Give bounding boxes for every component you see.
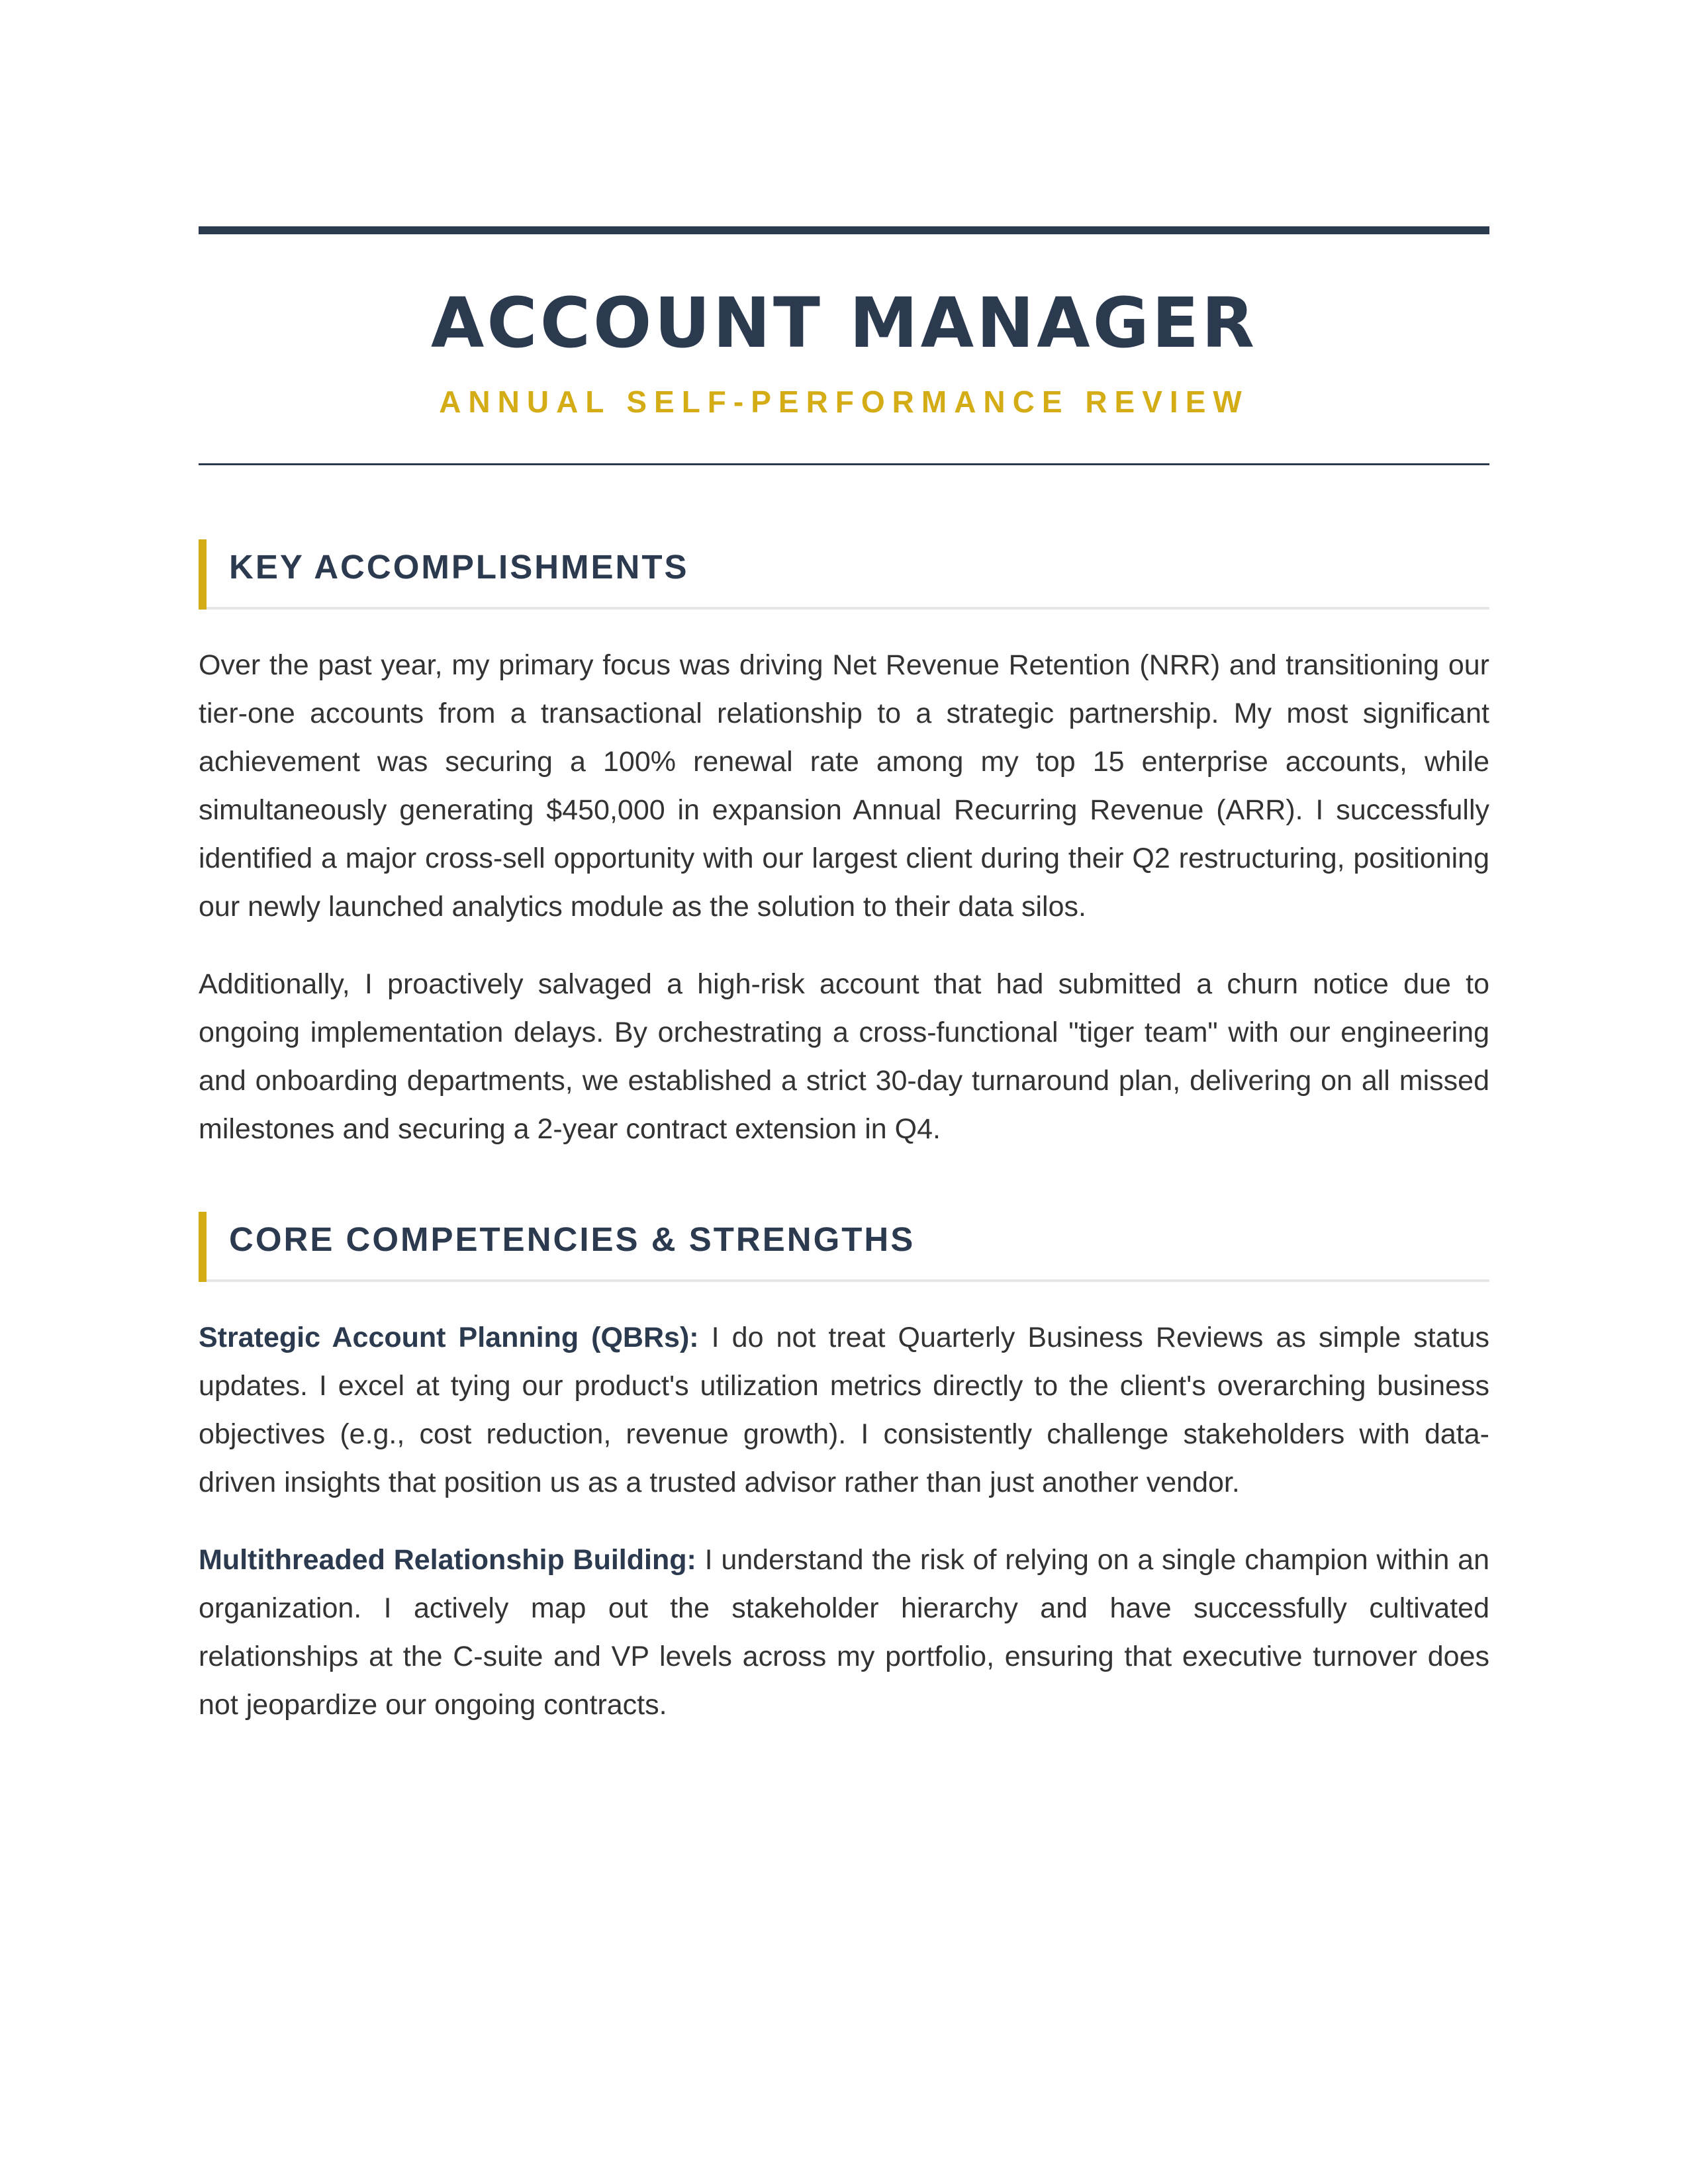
document-page (199, 226, 1489, 1729)
competency-text-multithreaded: I understand the risk of relying on a single champion within an organization. I actively map out the stakeholder hierarchy and have successfully cultivated relationships at the C-suite and VP levels across my portfolio, ensuring that executive turnover does not jeopardize our ongoing contracts. (199, 1544, 1490, 1721)
section-accent-bar (199, 1212, 207, 1282)
top-rule (199, 226, 1489, 234)
section-heading-text: KEY ACCOMPLISHMENTS (229, 548, 689, 586)
competency-lead-qbrs: Strategic Account Planning (QBRs): (199, 1322, 699, 1353)
document-subtitle: ANNUAL SELF-PERFORMANCE REVIEW (439, 385, 1249, 419)
section-heading-key-accomplishments (199, 539, 1489, 610)
section-heading-text: CORE COMPETENCIES & STRENGTHS (229, 1220, 915, 1258)
section-accent-bar (199, 539, 207, 610)
competency-text-qbrs: I do not treat Quarterly Business Reviews as simple status updates. I excel at tying our product's utilization metrics directly to the client's overarching business objectives (e.g., cost reduction, revenue growth). I consistently challenge stakeholders with data-driven insights that position us as a trusted advisor rather than just another vendor. (199, 1322, 1489, 1498)
paragraph-competency-multithreaded (199, 1536, 1489, 1729)
title-divider (199, 463, 1489, 465)
paragraph-accomplishments-2: Additionally, I proactively salvaged a high-risk account that had submitted a churn notice due to ongoing implementation delays. By orchestrating a cross-functional "tiger team" with our engineering and onboarding departments, we established a strict 30-day turnaround plan, delivering on all missed milestones and securing a 2-year contract extension in Q4. (199, 968, 1489, 1145)
section-heading-core-competencies (199, 1212, 1489, 1282)
paragraph-competency-qbrs (199, 1314, 1489, 1507)
paragraph-accomplishments-1: Over the past year, my primary focus was driving Net Revenue Retention (NRR) and transitioning our tier-one accounts from a transactional relationship to a strategic partnership. My most significant achievement was securing a 100% renewal rate among my top 15 enterprise accounts, while simultaneously generating $450,000 in expansion Annual Recurring Revenue (ARR). I successfully identified a major cross-sell opportunity with our largest client during their Q2 restructuring, positioning our newly launched analytics module as the solution to their data silos. (199, 649, 1489, 923)
document-title: ACCOUNT MANAGER (430, 283, 1258, 363)
competency-lead-multithreaded: Multithreaded Relationship Building: (199, 1544, 696, 1576)
